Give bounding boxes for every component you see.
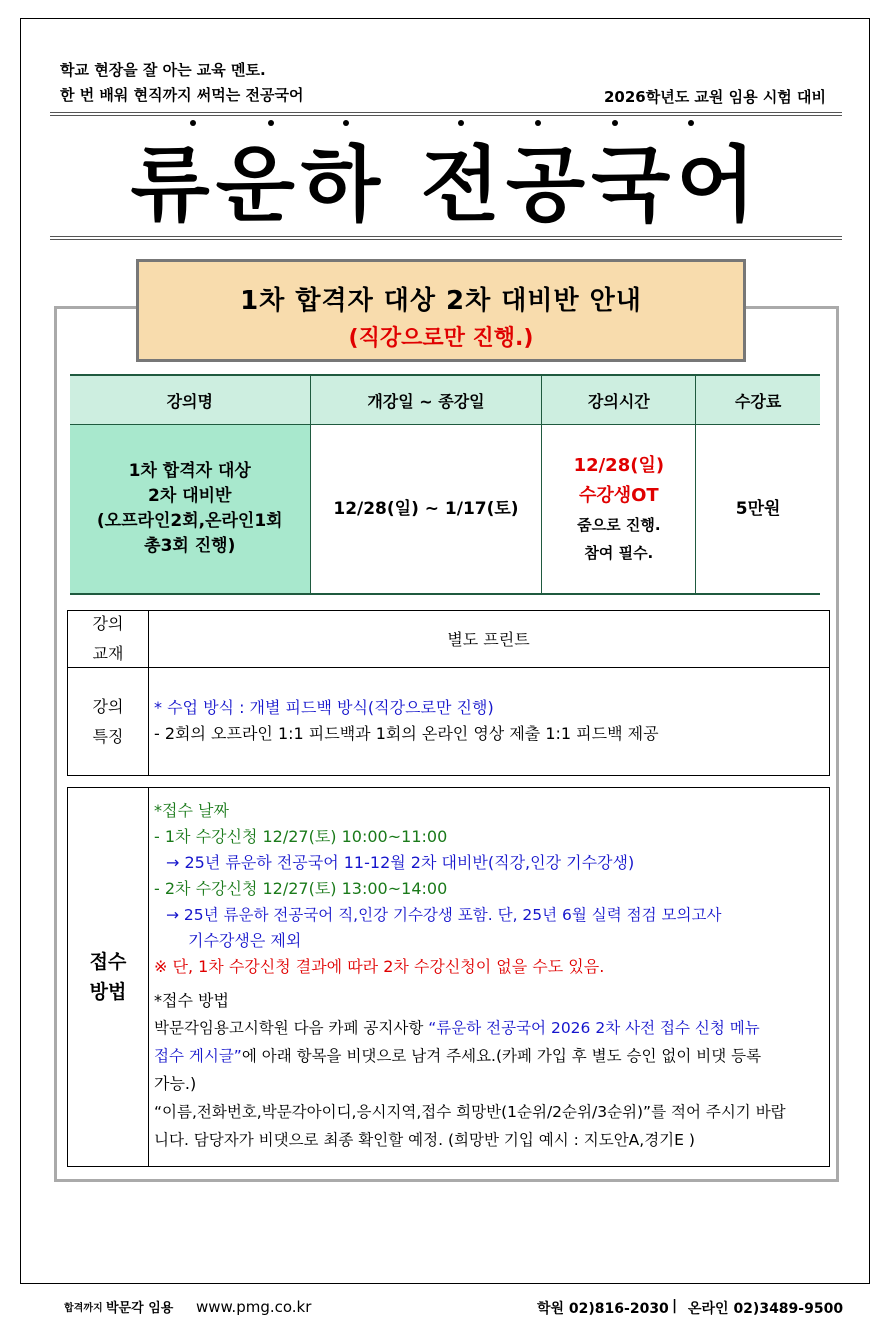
col-header-period: 개강일 ~ 종강일 <box>310 375 542 425</box>
website-link[interactable]: www.pmg.co.kr <box>196 1298 312 1316</box>
round2-note-2: 기수강생은 제외 <box>188 931 302 950</box>
logo-small-text: 합격까지 <box>64 1303 103 1314</box>
notice-title: 1차 합격자 대상 2차 대비반 안내 <box>240 286 642 316</box>
emphasis-dots <box>0 120 892 136</box>
divider-bottom <box>50 236 842 240</box>
course-name-line: 2차 대비반 <box>148 486 232 506</box>
apply-content <box>154 798 823 1154</box>
date-heading: *접수 날짜 <box>154 801 229 820</box>
items-text: 니다. 담당자가 비댓으로 최종 확인할 예정. (희망반 기입 예시 : 지도안A,경기E ) <box>154 1131 695 1149</box>
material-label <box>68 611 149 667</box>
label-text: 강의 <box>92 614 124 633</box>
tagline-line-2: 한 번 배워 현직까지 써먹는 전공국어 <box>60 86 304 104</box>
ot-date: 12/28(일) <box>573 455 665 476</box>
online-phone: 온라인 02)3489-9500 <box>688 1301 844 1317</box>
feature-content <box>154 695 823 747</box>
method-text: 가능.) <box>154 1074 197 1093</box>
table-row <box>70 425 820 595</box>
label-text: 특징 <box>92 726 124 746</box>
round1: - 1차 수강신청 12/27(토) 10:00~11:00 <box>154 827 448 846</box>
brand-logo: 박문각 임용 <box>106 1301 174 1316</box>
col-header-name: 강의명 <box>70 375 310 425</box>
divider-top <box>50 112 842 116</box>
feature-line-1: * 수업 방식 : 개별 피드백 방식(직강으로만 진행) <box>154 698 494 717</box>
course-name-line: 1차 합격자 대상 <box>128 461 251 481</box>
page-title: 류운하 전공국어 <box>130 138 762 233</box>
apply-box <box>67 787 830 1167</box>
feature-box <box>67 667 830 776</box>
footer-separator: | <box>672 1298 678 1314</box>
label-text: 접수 <box>89 951 127 973</box>
material-value: 별도 프린트 <box>447 630 530 649</box>
course-name-line: (오프라인2회,온라인1회 <box>96 511 283 531</box>
apply-label <box>68 788 149 1166</box>
course-name-line: 총3회 진행) <box>144 536 236 556</box>
academy-phone: 학원 02)816-2030 <box>537 1301 669 1317</box>
material-box <box>67 610 830 668</box>
tagline-line-1: 학교 현장을 잘 아는 교육 멘토. <box>60 61 266 79</box>
course-fee-cell: 5만원 <box>696 425 820 595</box>
course-time-cell <box>542 425 696 595</box>
tagline <box>60 58 303 108</box>
label-text: 강의 <box>92 696 124 716</box>
col-header-time: 강의시간 <box>542 375 696 425</box>
round1-note: → 25년 류운하 전공국어 11-12월 2차 대비반(직강,인강 기수강생) <box>166 853 635 872</box>
round2-note-1: → 25년 류운하 전공국어 직,인강 기수강생 포함. 단, 25년 6월 실력 점검 모의고사 <box>166 906 722 924</box>
label-text: 교재 <box>92 644 124 663</box>
method-text: 박문각임용고시학원 다음 카페 공지사항 <box>154 1019 429 1037</box>
round2: - 2차 수강신청 12/27(토) 13:00~14:00 <box>154 879 448 898</box>
course-period-cell: 12/28(일) ~ 1/17(토) <box>310 425 542 595</box>
feature-label <box>68 668 149 775</box>
exam-label: 2026학년도 교원 임용 시험 대비 <box>603 88 826 106</box>
ot-required-note: 참여 필수. <box>584 544 654 562</box>
ot-zoom-note: 줌으로 진행. <box>577 516 661 534</box>
cafe-menu-name: “류운하 전공국어 2026 2차 사전 접수 신청 메뉴 <box>428 1019 760 1037</box>
course-name-cell <box>70 425 310 595</box>
warning: ※ 단, 1차 수강신청 결과에 따라 2차 수강신청이 없을 수도 있음. <box>154 957 605 976</box>
cafe-menu-name-end: 접수 게시글” <box>154 1047 242 1065</box>
notice-banner <box>136 259 746 362</box>
course-table <box>70 374 820 595</box>
course-table-header <box>70 375 820 425</box>
items-text: “이름,전화번호,박문각아이디,응시지역,접수 희망반(1순위/2순위/3순위)”를 적어 주시기 바랍 <box>154 1103 786 1121</box>
feature-line-2: - 2회의 오프라인 1:1 피드백과 1회의 온라인 영상 제출 1:1 피드백 제공 <box>154 724 659 743</box>
notice-subtitle: (직강으로만 진행.) <box>348 326 534 351</box>
method-text: 에 아래 항목을 비댓으로 남겨 주세요.(카페 가입 후 별도 승인 없이 비댓 등록 <box>241 1047 762 1065</box>
method-heading: *접수 방법 <box>154 991 229 1010</box>
label-text: 방법 <box>89 981 127 1003</box>
col-header-fee: 수강료 <box>696 375 820 425</box>
ot-label: 수강생OT <box>578 485 659 506</box>
